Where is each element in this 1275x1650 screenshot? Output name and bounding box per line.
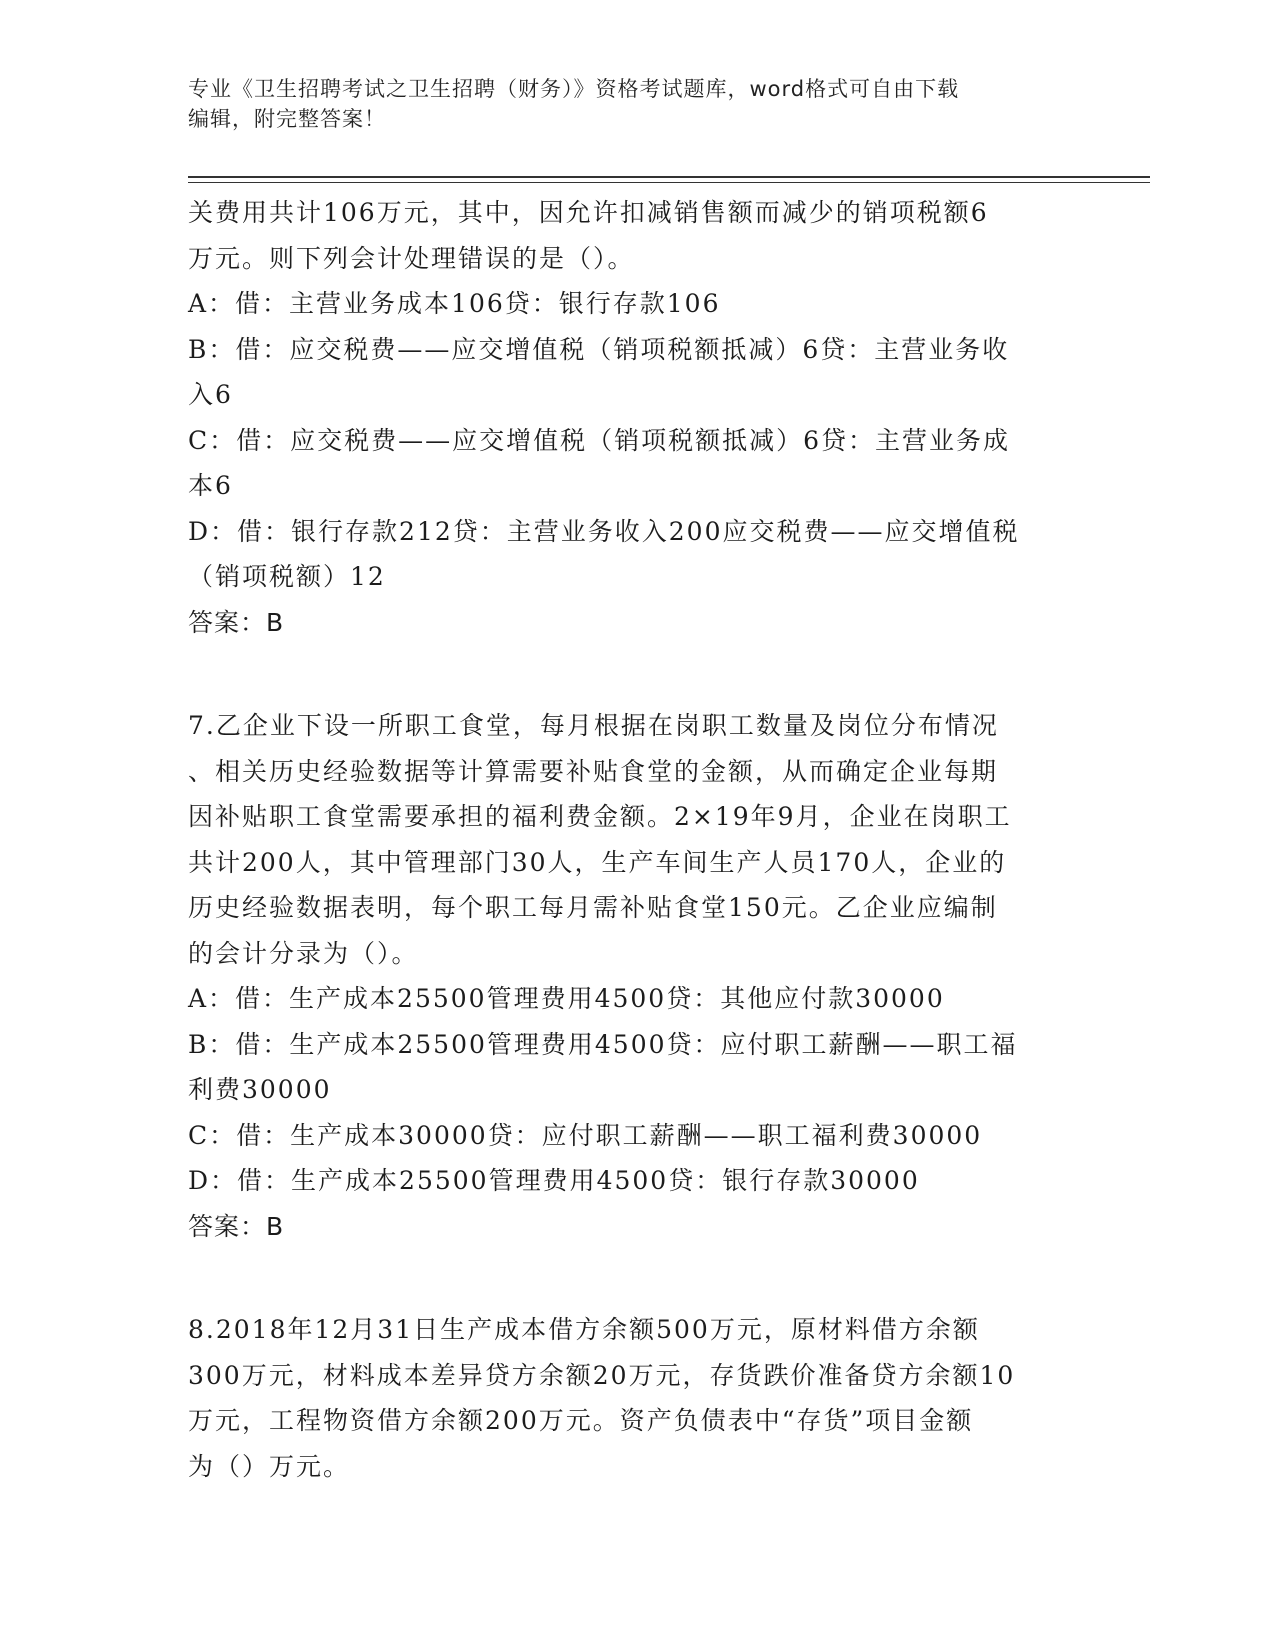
- question-stem-line: 万元。则下列会计处理错误的是（）。: [188, 243, 635, 273]
- question-spacer: [188, 1249, 1088, 1307]
- question-spacer: [188, 645, 1088, 703]
- page-header: [188, 74, 1088, 134]
- option-c: C：借：应交税费——应交增值税（销项税额抵减）6贷：主营业务成: [188, 425, 1011, 455]
- question-8: [188, 1307, 1088, 1489]
- option-b-continued: 利费30000: [188, 1075, 332, 1104]
- header-divider-thick: [188, 176, 1150, 178]
- header-line-2: 编辑，附完整答案！: [188, 107, 386, 131]
- question-stem-line: 、相关历史经验数据等计算需要补贴食堂的金额，从而确定企业每期: [188, 756, 999, 786]
- header-line-1: 专业《卫生招聘考试之卫生招聘（财务）》资格考试题库，word格式可自由下载: [188, 77, 960, 101]
- option-d: D：借：生产成本25500管理费用4500贷：银行存款30000: [188, 1166, 920, 1195]
- option-b: B：借：生产成本25500管理费用4500贷：应付职工薪酬——职工福: [188, 1029, 1018, 1059]
- answer-line: 答案：B: [188, 1211, 285, 1241]
- option-b: B：借：应交税费——应交增值税（销项税额抵减）6贷：主营业务收: [188, 334, 1010, 364]
- option-a: A：借：生产成本25500管理费用4500贷：其他应付款30000: [188, 984, 945, 1013]
- question-stem-line: 共计200人，其中管理部门30人，生产车间生产人员170人，企业的: [188, 847, 1007, 877]
- option-c: C：借：生产成本30000贷：应付职工薪酬——职工福利费30000: [188, 1120, 983, 1150]
- question-7: [188, 703, 1088, 1249]
- question-stem-line: 关费用共计106万元，其中，因允许扣减销售额而减少的销项税额6: [188, 198, 989, 227]
- question-stem-line: 万元，工程物资借方余额200万元。资产负债表中“存货”项目金额: [188, 1406, 974, 1435]
- document-body: [188, 190, 1088, 1489]
- question-stem-line: 历史经验数据表明，每个职工每月需补贴食堂150元。乙企业应编制: [188, 893, 998, 922]
- question-stem-line: 的会计分录为（）。: [188, 938, 419, 968]
- option-d: D：借：银行存款212贷：主营业务收入200应交税费——应交增值税: [188, 516, 1020, 546]
- option-b-continued: 入6: [188, 380, 233, 409]
- question-stem-line: 为（）万元。: [188, 1451, 351, 1481]
- question-stem-line: 8.2018年12月31日生产成本借方余额500万元，原材料借方余额: [188, 1315, 980, 1344]
- question-6-tail: [188, 190, 1088, 645]
- option-d-continued: （销项税额）12: [188, 562, 386, 591]
- header-divider-thin: [188, 182, 1150, 183]
- option-a: A：借：主营业务成本106贷：银行存款106: [188, 289, 721, 318]
- question-stem-line: 因补贴职工食堂需要承担的福利费金额。2×19年9月，企业在岗职工: [188, 802, 1012, 831]
- question-stem-line: 7.乙企业下设一所职工食堂，每月根据在岗职工数量及岗位分布情况: [188, 711, 999, 740]
- question-stem-line: 300万元，材料成本差异贷方余额20万元，存货跌价准备贷方余额10: [188, 1360, 1016, 1390]
- option-c-continued: 本6: [188, 471, 233, 500]
- answer-line: 答案：B: [188, 607, 285, 637]
